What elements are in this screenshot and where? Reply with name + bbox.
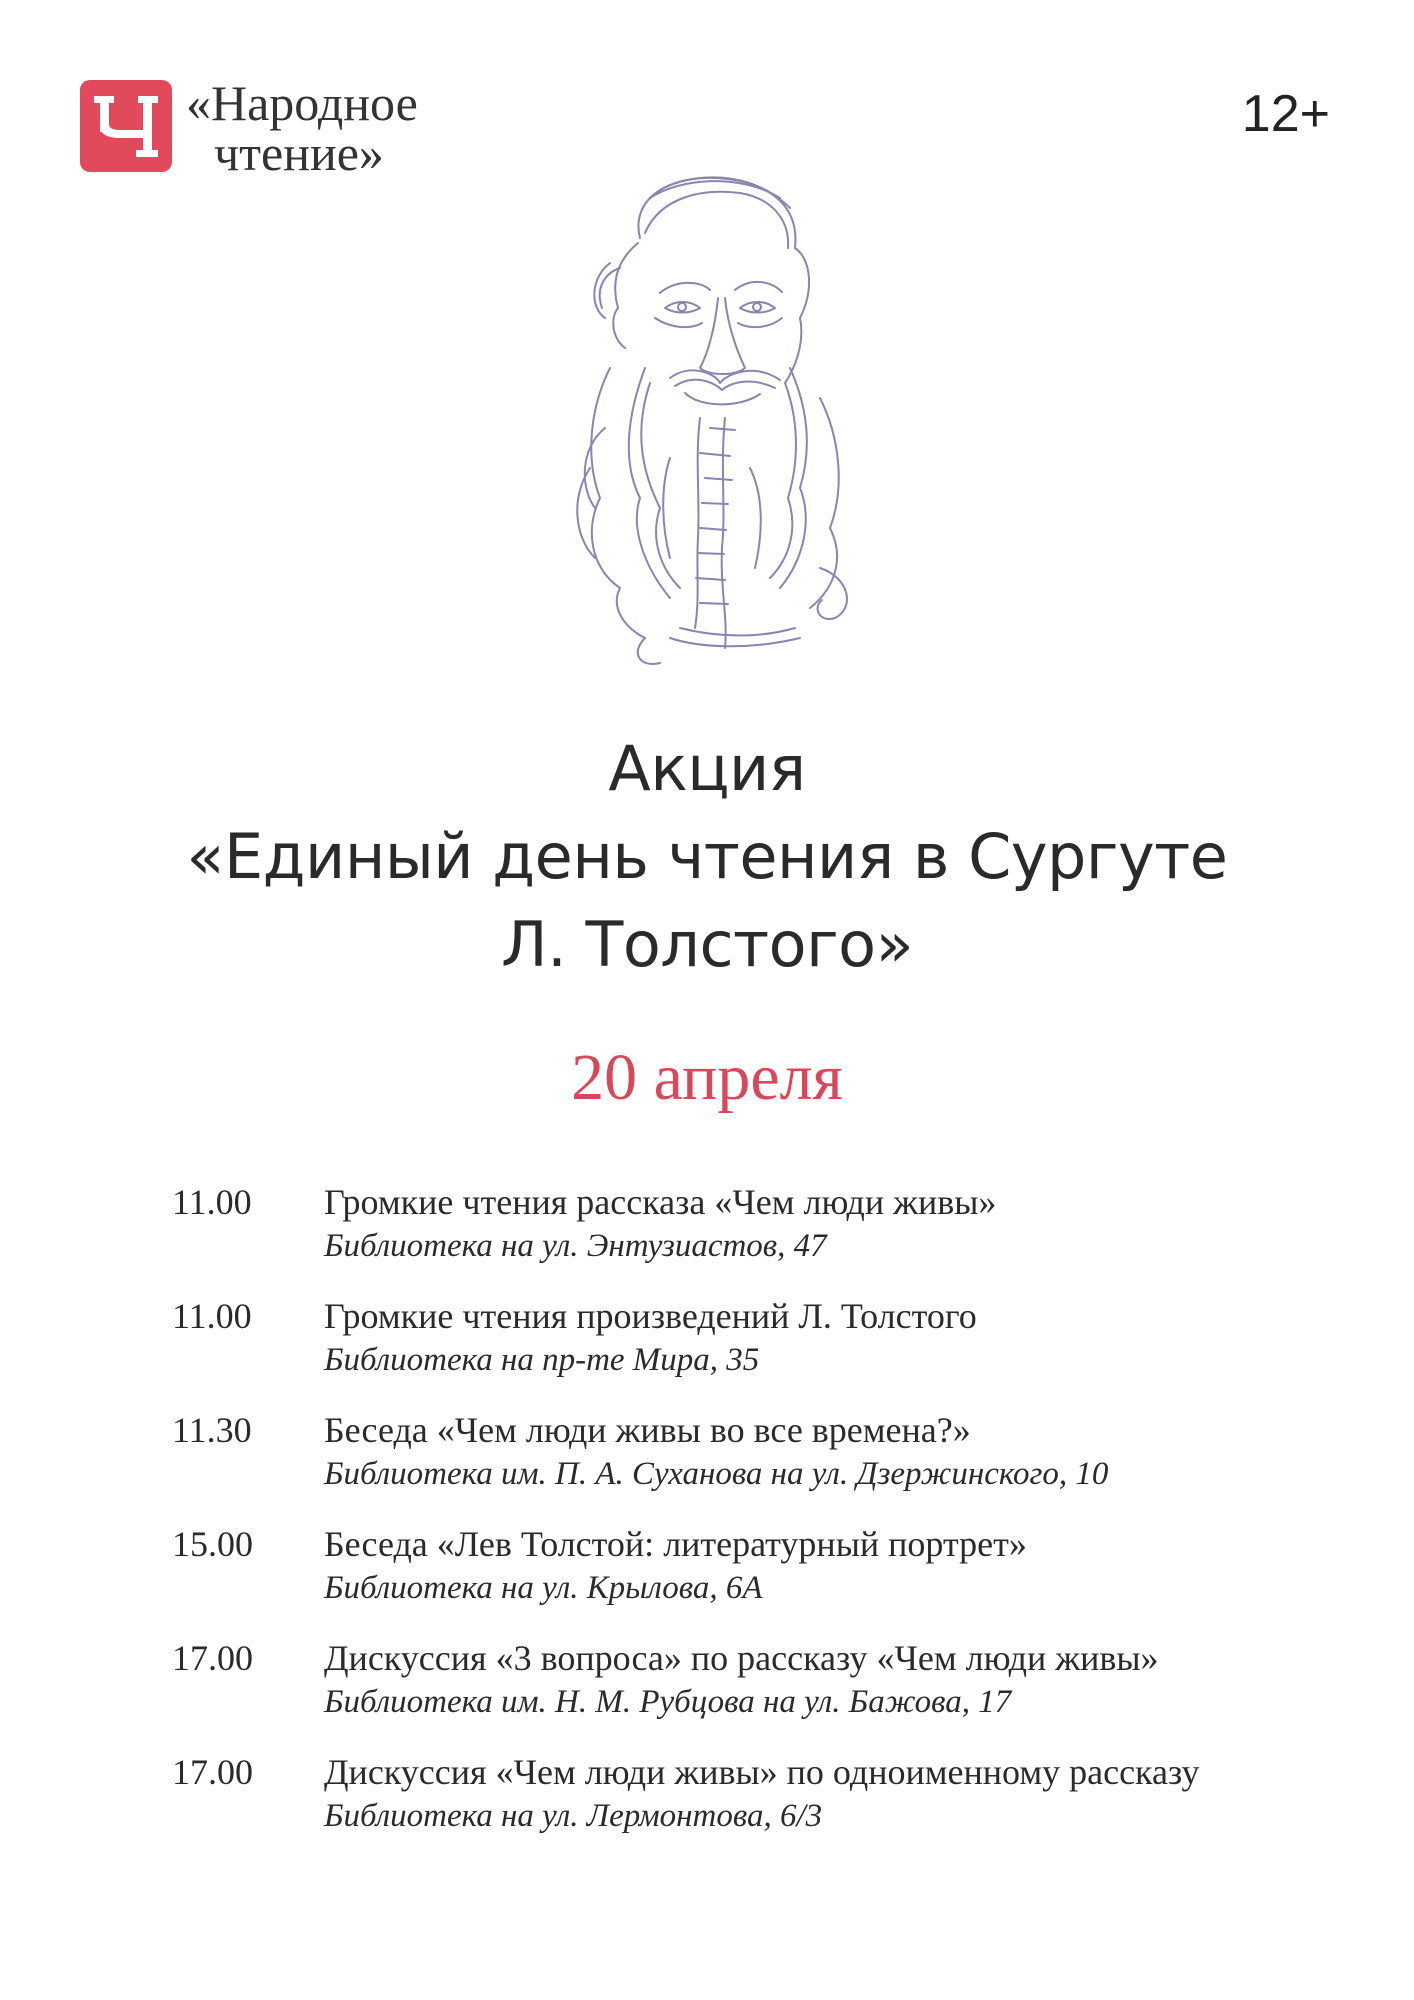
schedule-item — [172, 1522, 1352, 1610]
event-place: Библиотека на ул. Лермонтова, 6/3 — [324, 1798, 823, 1834]
logo-mark-icon — [80, 80, 172, 172]
event-name: Беседа «Чем люди живы во все времена?» — [324, 1410, 971, 1450]
event-time: 17.00 — [172, 1638, 253, 1678]
logo-line1: «Народное — [186, 75, 418, 131]
title-line1: Акция — [608, 732, 806, 805]
event-place: Библиотека на ул. Крылова, 6А — [324, 1570, 763, 1606]
title-line2: «Единый день чтения в Сургуте — [186, 820, 1228, 893]
tolstoy-portrait-icon — [550, 168, 880, 668]
event-place: Библиотека им. П. А. Суханова на ул. Дзержинского, 10 — [324, 1456, 1109, 1492]
event-place: Библиотека на ул. Энтузиастов, 47 — [324, 1228, 827, 1264]
event-name: Беседа «Лев Толстой: литературный портрет» — [324, 1524, 1027, 1564]
logo — [80, 75, 418, 181]
schedule-list — [172, 1180, 1352, 1864]
event-name: Дискуссия «Чем люди живы» по одноименному рассказу — [324, 1752, 1200, 1792]
schedule-item — [172, 1750, 1352, 1838]
event-name: Дискуссия «3 вопроса» по рассказу «Чем люди живы» — [324, 1638, 1159, 1678]
title-line3: Л. Толстого» — [500, 908, 914, 981]
event-place: Библиотека им. Н. М. Рубцова на ул. Бажова, 17 — [324, 1684, 1012, 1720]
event-time: 11.00 — [172, 1182, 252, 1222]
schedule-item — [172, 1294, 1352, 1382]
event-time: 11.00 — [172, 1296, 252, 1336]
schedule-item — [172, 1636, 1352, 1724]
schedule-item — [172, 1408, 1352, 1496]
event-name: Громкие чтения рассказа «Чем люди живы» — [324, 1182, 997, 1222]
logo-line2: чтение» — [214, 125, 384, 181]
event-time: 11.30 — [172, 1410, 252, 1450]
age-rating: 12+ — [1241, 85, 1330, 143]
event-time: 15.00 — [172, 1524, 253, 1564]
logo-text — [186, 75, 418, 181]
event-name: Громкие чтения произведений Л. Толстого — [324, 1296, 977, 1336]
event-time: 17.00 — [172, 1752, 253, 1792]
event-title — [0, 725, 1414, 989]
event-date: 20 апреля — [571, 1041, 843, 1114]
schedule-item — [172, 1180, 1352, 1268]
event-place: Библиотека на пр-те Мира, 35 — [324, 1342, 760, 1378]
